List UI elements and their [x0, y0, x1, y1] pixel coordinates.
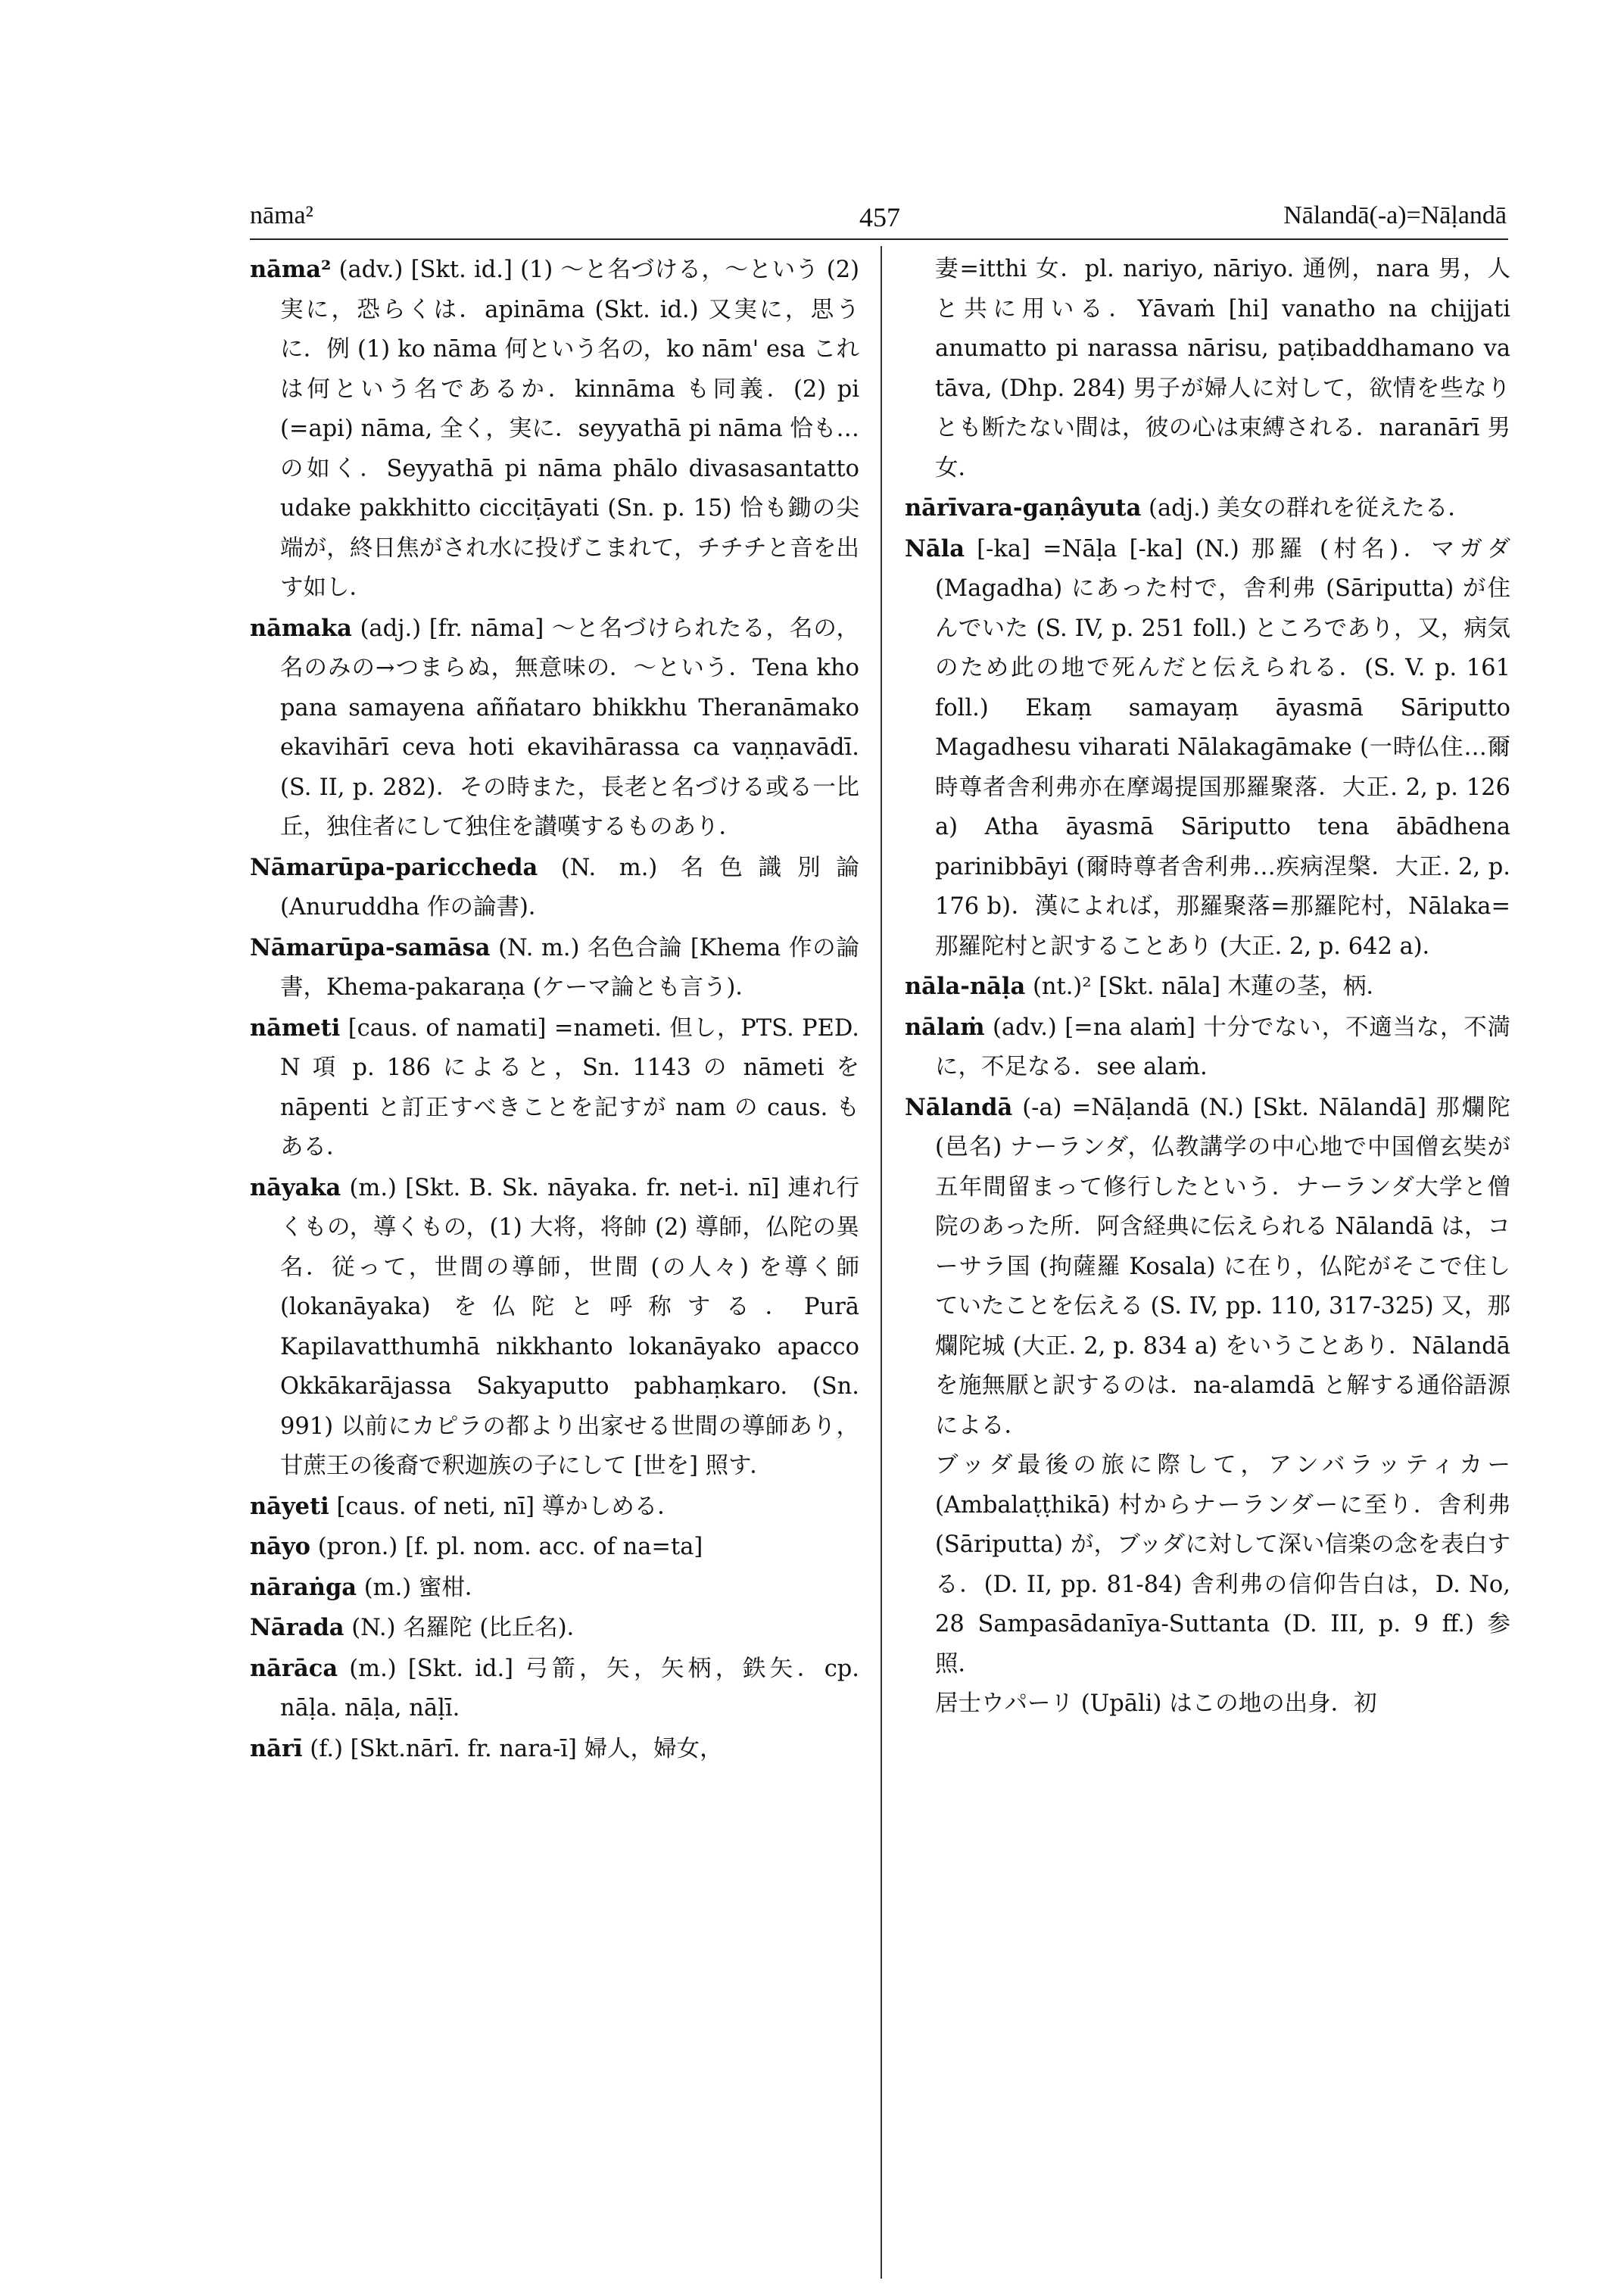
entry-nalanda-paragraph-2 [905, 1446, 1510, 1684]
headword: nārāca [250, 1654, 338, 1682]
headword: nālaṁ [905, 1013, 985, 1041]
entry-nari-continued [905, 250, 1510, 488]
entry-text: [-ka] =Nāḷa [-ka] (N.) 那羅 (村名)．マガダ (Magadha) にあった村で，舎利弗 (Sāriputta) が住んでいた (S. IV, p. 251 foll.) ところであり，又，病気のため此の地で死んだと伝えられる．(S. V. p. 161 foll.) Ekaṃ samayaṃ āyasmā Sāriputto Magadhesu viharati Nālakagāmake (一時仏住…爾時尊者舎利弗亦在摩竭提国那羅聚落．大正. 2, p. 126 a) Atha āyasmā Sāriputto tena ābādhena parinibbāyi (爾時尊者舎利弗…疾病涅槃．大正. 2, p. 176 b)．漢によれば，那羅聚落=那羅陀村，Nālaka=那羅陀村と訳することあり (大正. 2, p. 642 a)． [935, 535, 1510, 960]
right-column [905, 250, 1510, 1724]
entry-text: (m.) [Skt. B. Sk. nāyaka. fr. net-i. nī] 連れ行くもの，導くもの，(1) 大将，将帥 (2) 導師，仏陀の異名．従って，世間の導師，世間 (の人々) を導く師 (lokanāyaka) を仏陀と呼称する．Purā Kapilavatthumhā nikkhanto lokanāyako apacco Okkākarājassa Sakyaputto pabhaṃkaro. (Sn. 991) 以前にカピラの都より出家せる世間の導師あり，甘蔗王の後裔で釈迦族の子にして [世を] 照す． [280, 1174, 860, 1479]
entry-namarupa-pariccheda [250, 848, 859, 928]
entry-nari [250, 1729, 859, 1770]
headword: nāmaka [250, 614, 352, 642]
headword: nāma² [250, 256, 332, 283]
headword: nārīvara-gaṇâyuta [905, 494, 1142, 522]
entry-nayaka [250, 1168, 859, 1487]
headword: nāraṅga [250, 1573, 357, 1601]
column-divider [881, 246, 882, 2279]
entry-text: [caus. of namati] =nameti. 但し，PTS. PED. N 項 p. 186 によると，Sn. 1143 の nāmeti を nāpenti と訂正すべきことを記すが nam の caus. もある． [280, 1014, 859, 1161]
entry-naranga [250, 1568, 859, 1609]
page-header [250, 195, 1507, 233]
header-rule [250, 238, 1508, 240]
entry-text: (adj.) 美女の群れを従えたる． [1149, 495, 1471, 522]
headword: nāyaka [250, 1173, 341, 1201]
entry-nama2 [250, 250, 859, 609]
headword: Nālandā [905, 1093, 1013, 1121]
entry-text: ブッダ最後の旅に際して，アンバラッティカー (Ambalaṭṭhikā) 村からナーランダーに至り．舎利弗 (Sāriputta) が，ブッダに対して深い信楽の念を表白する．(D. II, pp. 81-84) 舎利弗の信仰告白は，D. No, 28 Sampasādanīya-Suttanta (D. III, p. 9 ff.) 参照． [935, 1452, 1510, 1678]
header-right-guideword: Nālandā(-a)=Nāḷandā [1283, 201, 1507, 229]
headword: nāmeti [250, 1014, 341, 1042]
entry-text: (m.) [Skt. id.] 弓箭，矢，矢柄，鉄矢．cp. nāḷa. nāḷa, nāḷī. [280, 1655, 859, 1721]
entry-nayeti [250, 1487, 859, 1528]
entry-text: 居士ウパーリ (Upāli) はこの地の出身．初 [935, 1690, 1377, 1717]
entry-nala-nala [905, 967, 1510, 1008]
entry-text: (adj.) [fr. nāma] ～と名づけられたる，名の，名のみの→つまらぬ，無意味の．～という．Tena kho pana samayena aññataro bhikkhu Theranāmako ekavihārī ceva hoti ekavihārassa ca vaṇṇavādī. (S. II, p. 282)．その時また，長老と名づける或る一比丘，独住者にして独住を讃嘆するものあり． [280, 615, 860, 840]
entry-text: (f.) [Skt.nārī. fr. nara-ī] 婦人，婦女， [310, 1735, 723, 1762]
headword: Nāla [905, 534, 965, 562]
entry-text: [caus. of neti, nī] 導かしめる． [336, 1493, 681, 1520]
entry-nameti [250, 1008, 859, 1168]
entry-text: (adv.) [=na alaṁ] 十分でない，不適当な，不満に，不足なる．see alaṁ. [935, 1014, 1510, 1080]
page-number: 457 [859, 202, 900, 232]
entry-nalanda-paragraph-3 [905, 1684, 1510, 1724]
entry-namarupa-samasa [250, 928, 859, 1008]
entry-text: (pron.) [f. pl. nom. acc. of na=ta] [317, 1534, 703, 1560]
entry-nala-village [905, 529, 1510, 967]
entry-naraca [250, 1649, 859, 1729]
headword: nārī [250, 1734, 303, 1762]
entry-narivara-ganayuta [905, 488, 1510, 529]
headword: nāyo [250, 1533, 311, 1560]
entry-nayo [250, 1527, 859, 1568]
headword: Nāmarūpa-samāsa [250, 933, 491, 961]
headword: nāyeti [250, 1492, 329, 1520]
headword: Nāmarūpa-pariccheda [250, 853, 538, 881]
entry-nalanda [905, 1088, 1510, 1447]
entry-text: (N.) 名羅陀 (比丘名)． [351, 1615, 591, 1641]
headword: Nārada [250, 1614, 344, 1641]
entry-text: (adv.) [Skt. id.] (1) ～と名づける，～という (2) 実に，恐らくは．apināma (Skt. id.) 又実に，思うに．例 (1) ko nāma 何という名の，ko nām' esa これは何という名であるか．kinnāma も同義．(2) pi (=api) nāma, 全く，実に．seyyathā pi nāma 恰も…の如く．Seyyathā pi nāma phālo divasasantatto udake pakkhitto cicciṭāyati (Sn. p. 15) 恰も鋤の尖端が，終日焦がされ水に投げこまれて，チチチと音を出す如し． [280, 257, 860, 601]
entry-nalam [905, 1008, 1510, 1088]
entry-text: (nt.)² [Skt. nāla] 木蓮の茎，柄． [1032, 974, 1390, 1000]
header-left-guideword: nāma² [250, 201, 313, 229]
entry-text: (N. m.) 名色合論 [Khema 作の論書，Khema-pakaraṇa (ケーマ論とも言う)． [280, 934, 859, 1001]
headword: nāla-nāḷa [905, 973, 1026, 1000]
entry-text: 妻=itthi 女．pl. nariyo, nāriyo. 通例，nara 男，人と共に用いる．Yāvaṁ [hi] vanatho na chijjati anumatto pi narassa nārisu, paṭibaddhamano va tāva, (Dhp. 284) 男子が婦人に対して，欲情を些なりとも断たない間は，彼の心は束縛される．naranārī 男女． [935, 256, 1510, 481]
left-column [250, 250, 859, 1769]
entry-text: (-a) =Nāḷandā (N.) [Skt. Nālandā] 那爛陀 (邑名) ナーランダ，仏教講学の中心地で中国僧玄奘が五年間留まって修行したという．ナーランダ大学と僧院のあった所．阿含経典に伝えられる Nālandā は，コーサラ国 (拘薩羅 Kosala) に在り，仏陀がそこで住していたことを伝える (S. IV, pp. 110, 317-325) 又，那爛陀城 (大正. 2, p. 834 a) をいうことあり．Nālandā を施無厭と訳するのは．na-alamdā と解する通俗語源による． [935, 1094, 1510, 1439]
entry-narada [250, 1608, 859, 1649]
entry-text: (m.) 蜜柑． [363, 1574, 488, 1601]
entry-namaka [250, 609, 859, 848]
entry-text: (N. m.) 名色識別論 (Anuruddha 作の論書)． [280, 854, 859, 921]
